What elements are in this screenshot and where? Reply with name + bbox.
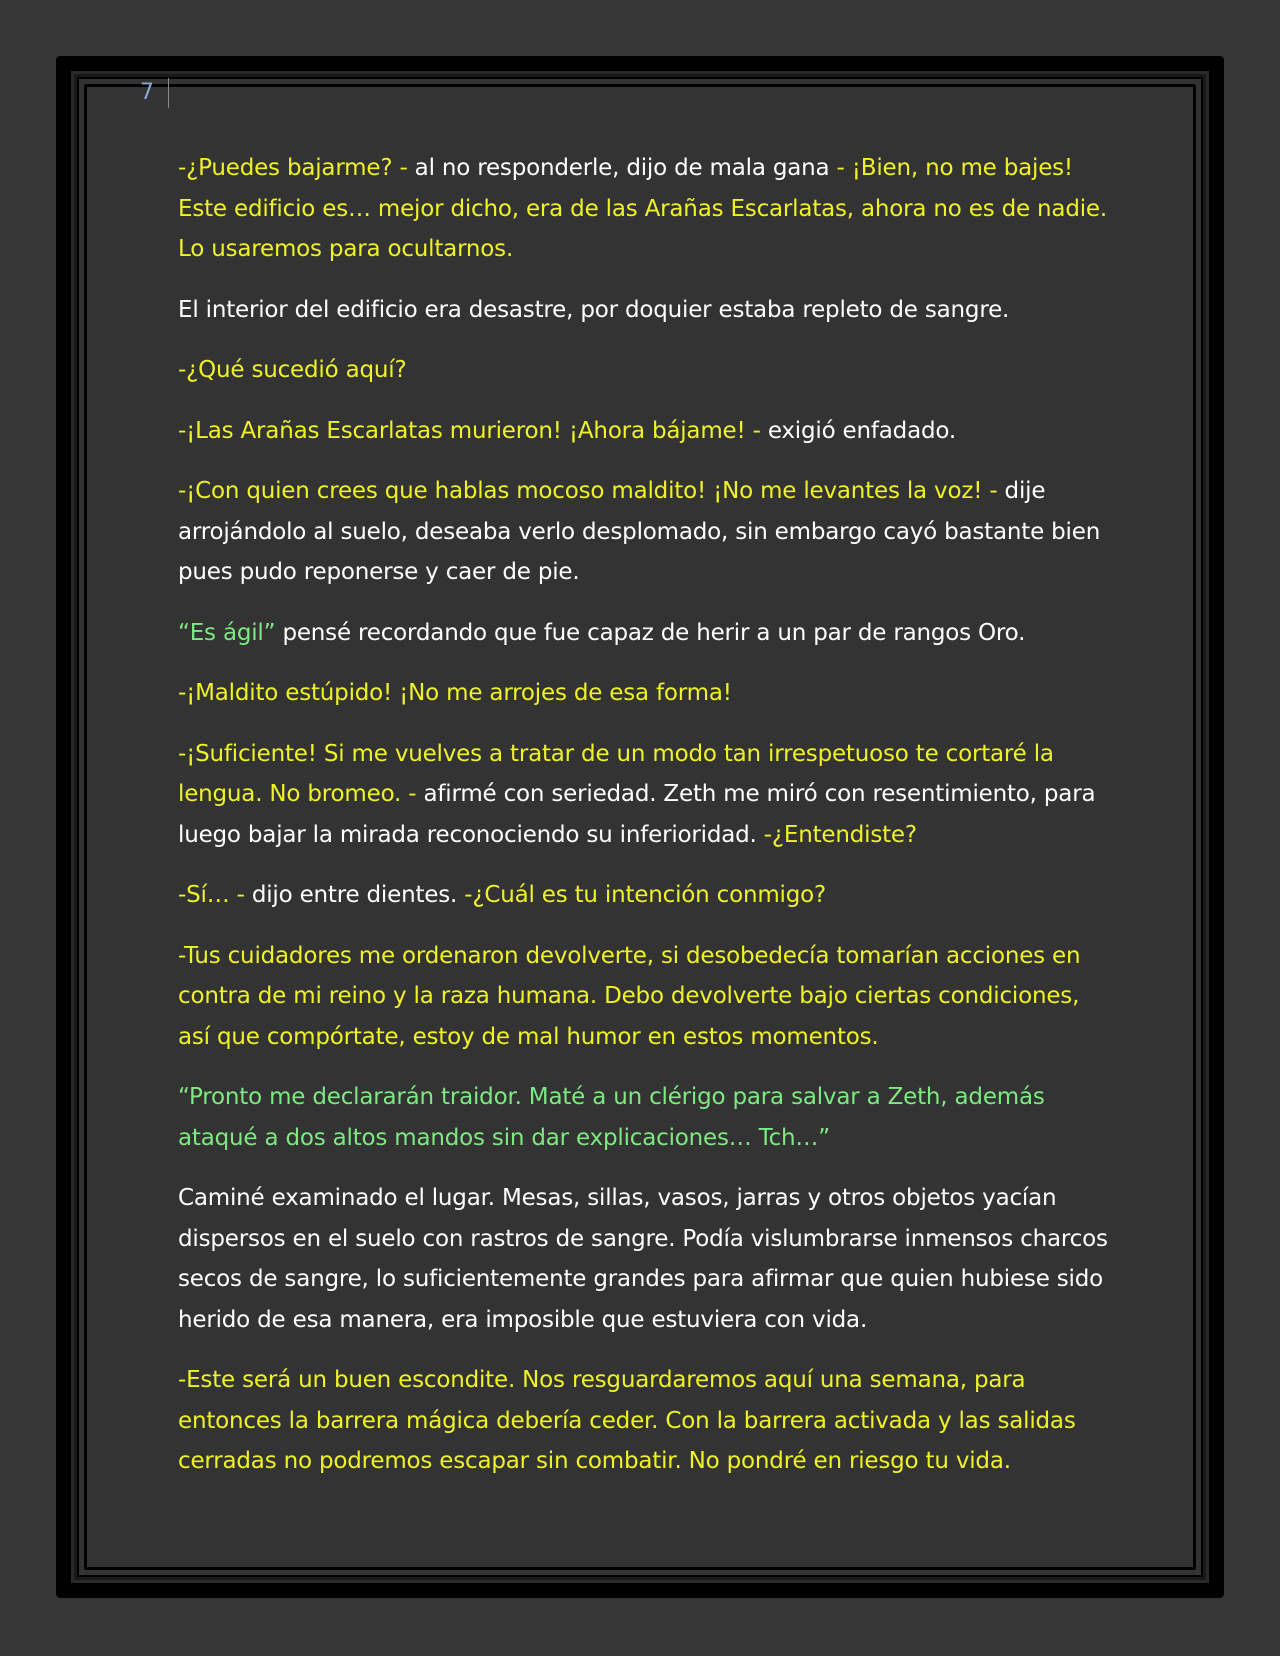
narration-text: Caminé examinado el lugar. Mesas, sillas, vasos, jarras y otros objetos yacían dispersos en el suelo con rastros de sangre. Podía vislumbrarse inmensos charcos secos de sangre, lo suficientemente grandes para afirmar que quien hubiese sido herido de esa manera, era imposible que estuviera con vida. [178, 1185, 1108, 1333]
dialogue-text: -Tus cuidadores me ordenaron devolverte, si desobedecía tomarían acciones en contra de mi reino y la raza humana. Debo devolverte bajo ciertas condiciones, así que compórtate, estoy de mal humor en estos momentos. [178, 942, 1081, 1050]
paragraph [178, 148, 1118, 270]
dialogue-text: -¡Maldito estúpido! ¡No me arrojes de esa forma! [178, 680, 732, 706]
paragraph [178, 673, 1118, 714]
paragraph [178, 1077, 1118, 1158]
paragraph [178, 936, 1118, 1058]
dialogue-text: -Sí… - [178, 882, 252, 908]
dialogue-text: -¡Con quien crees que hablas mocoso maldito! ¡No me levantes la voz! - [178, 478, 1005, 504]
narration-text: dijo entre dientes. [251, 882, 458, 908]
paragraph [178, 290, 1118, 331]
dialogue-text: -Este será un buen escondite. Nos resguardaremos aquí una semana, para entonces la barrera mágica debería ceder. Con la barrera activada y las salidas cerradas no podremos escapar sin combatir. No pondré en riesgo tu vida. [178, 1367, 1076, 1474]
thought-text: “Es ágil” [178, 619, 276, 646]
paragraph [178, 350, 1118, 391]
dialogue-text: -¿Puedes bajarme? - [178, 155, 415, 181]
page-number: 7 [140, 78, 169, 108]
paragraph [178, 734, 1118, 856]
paragraph [178, 1360, 1118, 1482]
dialogue-text: -¡Suficiente! Si me vuelves a tratar de un modo tan irrespetuoso te cortaré la lengua. No bromeo. - [178, 740, 1054, 807]
dialogue-text: -¡Las Arañas Escarlatas murieron! ¡Ahora bájame! - [178, 417, 768, 444]
narration-text: al no responderle, dijo de mala gana [414, 155, 830, 181]
dialogue-text: -¿Cuál es tu intención conmigo? [457, 882, 827, 908]
narration-text: exigió enfadado. [767, 417, 956, 444]
thought-text: “Pronto me declararán traidor. Maté a un clérigo para salvar a Zeth, además ataqué a dos altos mandos sin dar explicaciones… Tch…” [178, 1084, 1045, 1151]
dialogue-text: -¿Entendiste? [756, 821, 917, 848]
paragraph [178, 875, 1118, 916]
paragraph [178, 411, 1118, 452]
narration-text: afirmé con seriedad. Zeth me miró con resentimiento, para luego bajar la mirada reconociendo su inferioridad. [178, 781, 1096, 848]
dialogue-text: - ¡Bien, no me bajes! Este edificio es… mejor dicho, era de las Arañas Escarlatas, ahora no es de nadie. Lo usaremos para ocultarnos. [178, 155, 1107, 262]
paragraph [178, 1178, 1118, 1340]
narration-text: dije arrojándolo al suelo, deseaba verlo desplomado, sin embargo cayó bastante bien pues pudo reponerse y caer de pie. [178, 478, 1101, 585]
paragraph [178, 471, 1118, 593]
story-text [178, 148, 1118, 1502]
narration-text: pensé recordando que fue capaz de herir a un par de rangos Oro. [275, 619, 1026, 646]
paragraph [178, 613, 1118, 654]
dialogue-text: -¿Qué sucedió aquí? [178, 357, 407, 383]
narration-text: El interior del edificio era desastre, por doquier estaba repleto de sangre. [178, 296, 1010, 323]
